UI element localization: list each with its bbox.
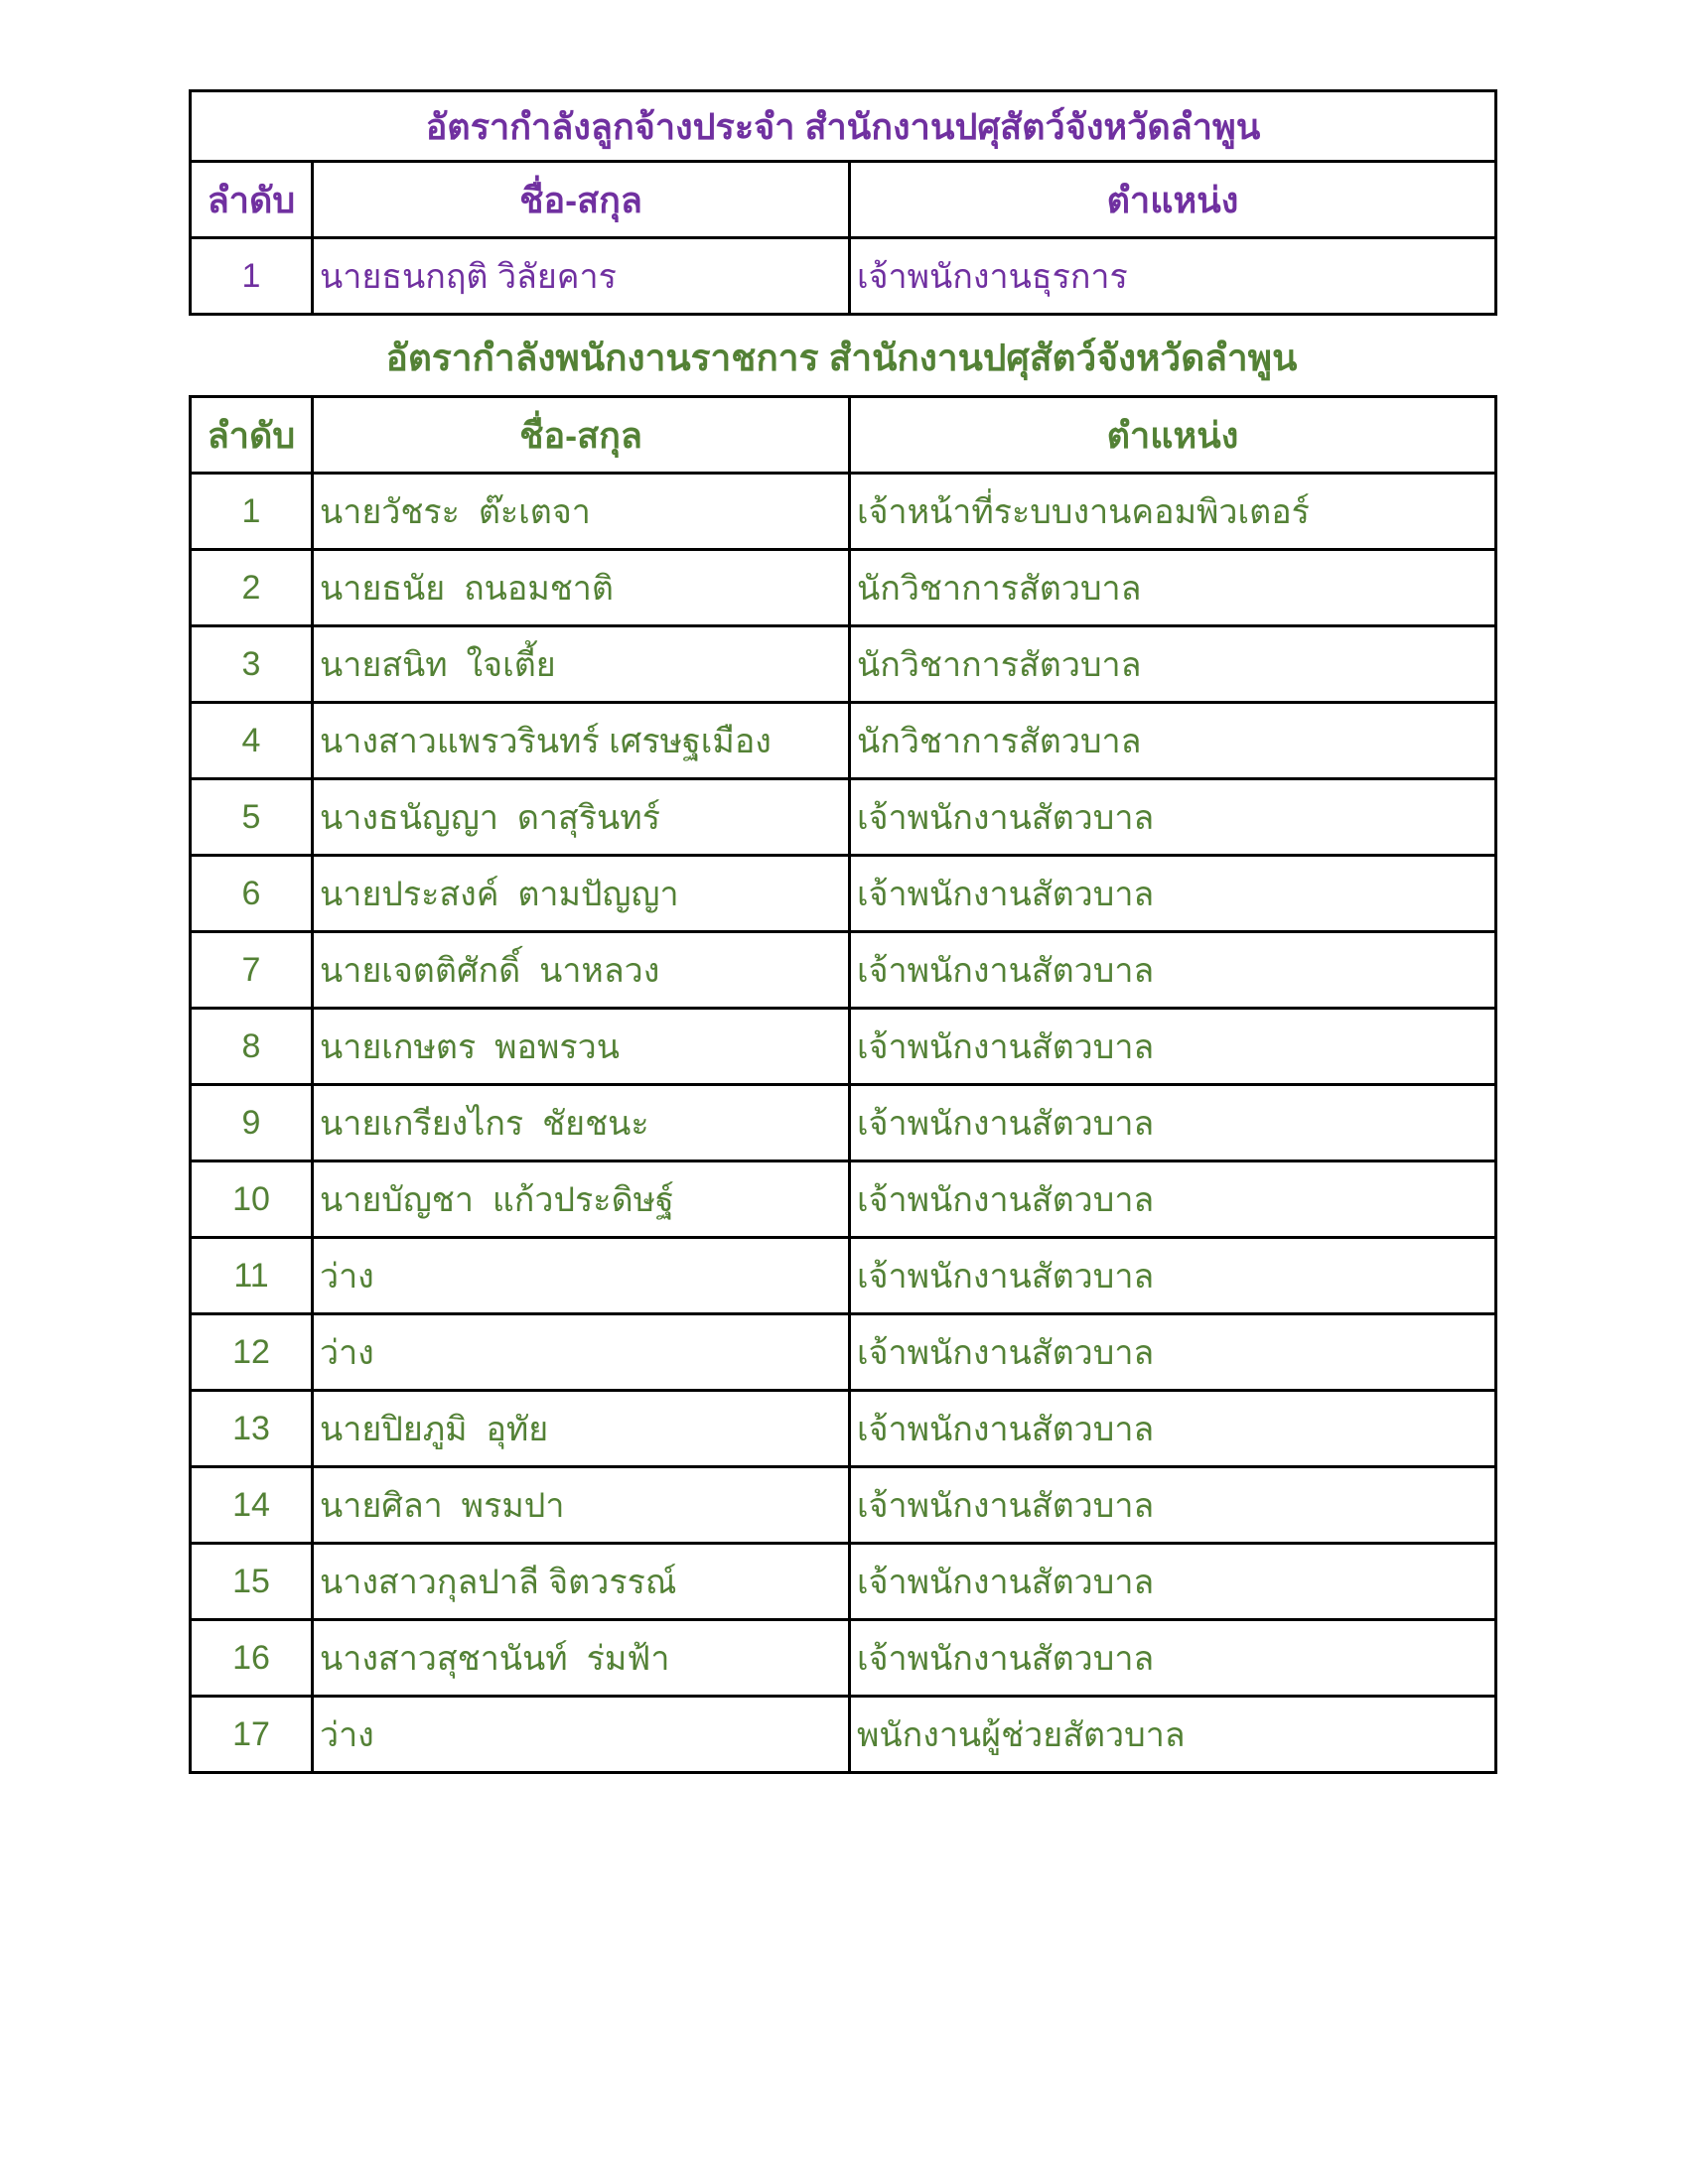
position-cell: เจ้าพนักงานสัตวบาล <box>850 1238 1496 1314</box>
position-cell: เจ้าพนักงานสัตวบาล <box>850 1009 1496 1085</box>
row-number-cell: 9 <box>191 1085 313 1161</box>
row-number-cell: 2 <box>191 550 313 626</box>
position-cell: เจ้าพนักงานสัตวบาล <box>850 1161 1496 1238</box>
table-row <box>191 1391 1496 1467</box>
table-row <box>191 856 1496 932</box>
header-name: ชื่อ-สกุล <box>313 397 850 474</box>
table1-title: อัตรากำลังลูกจ้างประจำ สำนักงานปศุสัตว์จังหวัดลำพูน <box>191 91 1496 162</box>
table1-body <box>191 238 1496 315</box>
name-cell: นางสาวกุลปาลี จิตวรรณ์ <box>313 1544 850 1620</box>
table-row <box>191 1009 1496 1085</box>
header-position: ตำแหน่ง <box>850 162 1496 238</box>
name-cell: นางสาวสุชานันท์ ร่มฟ้า <box>313 1620 850 1697</box>
table-row <box>191 1238 1496 1314</box>
table-header-row <box>191 162 1496 238</box>
position-cell: เจ้าพนักงานสัตวบาล <box>850 1391 1496 1467</box>
table-row <box>191 932 1496 1009</box>
name-cell: นายธนกฤติ วิลัยคาร <box>313 238 850 315</box>
position-cell: เจ้าหน้าที่ระบบงานคอมพิวเตอร์ <box>850 474 1496 550</box>
permanent-staff-table <box>189 89 1497 316</box>
government-staff-table <box>189 395 1497 1774</box>
table-row <box>191 1544 1496 1620</box>
row-number-cell: 5 <box>191 779 313 856</box>
position-cell: เจ้าพนักงานสัตวบาล <box>850 1314 1496 1391</box>
row-number-cell: 6 <box>191 856 313 932</box>
position-cell: นักวิชาการสัตวบาล <box>850 550 1496 626</box>
position-cell: เจ้าพนักงานสัตวบาล <box>850 1620 1496 1697</box>
name-cell: ว่าง <box>313 1238 850 1314</box>
row-number-cell: 3 <box>191 626 313 703</box>
name-cell: นายเกรียงไกร ชัยชนะ <box>313 1085 850 1161</box>
table-header-row <box>191 397 1496 474</box>
name-cell: นายเกษตร พอพรวน <box>313 1009 850 1085</box>
row-number-cell: 16 <box>191 1620 313 1697</box>
table-row <box>191 1620 1496 1697</box>
position-cell: เจ้าพนักงานสัตวบาล <box>850 1467 1496 1544</box>
header-position: ตำแหน่ง <box>850 397 1496 474</box>
row-number-cell: 8 <box>191 1009 313 1085</box>
name-cell: นายศิลา พรมปา <box>313 1467 850 1544</box>
name-cell: ว่าง <box>313 1314 850 1391</box>
name-cell: นายปิยภูมิ อุทัย <box>313 1391 850 1467</box>
name-cell: นางธนัญญา ดาสุรินทร์ <box>313 779 850 856</box>
position-cell: เจ้าพนักงานสัตวบาล <box>850 856 1496 932</box>
row-number-cell: 10 <box>191 1161 313 1238</box>
table-row <box>191 1314 1496 1391</box>
row-number-cell: 12 <box>191 1314 313 1391</box>
row-number-cell: 17 <box>191 1697 313 1773</box>
table-row <box>191 1161 1496 1238</box>
table-title-row <box>191 91 1496 162</box>
position-cell: เจ้าพนักงานสัตวบาล <box>850 932 1496 1009</box>
name-cell: นายบัญชา แก้วประดิษฐ์ <box>313 1161 850 1238</box>
row-number-cell: 13 <box>191 1391 313 1467</box>
row-number-cell: 1 <box>191 474 313 550</box>
header-order: ลำดับ <box>191 397 313 474</box>
table-row <box>191 1467 1496 1544</box>
table-row <box>191 550 1496 626</box>
table-row <box>191 703 1496 779</box>
row-number-cell: 4 <box>191 703 313 779</box>
row-number-cell: 1 <box>191 238 313 315</box>
name-cell: นายสนิท ใจเตี้ย <box>313 626 850 703</box>
name-cell: นายธนัย ถนอมชาติ <box>313 550 850 626</box>
table2-body <box>191 474 1496 1773</box>
row-number-cell: 15 <box>191 1544 313 1620</box>
table-row <box>191 238 1496 315</box>
name-cell: นางสาวแพรวรินทร์ เศรษฐเมือง <box>313 703 850 779</box>
name-cell: นายเจตติศักดิ์ นาหลวง <box>313 932 850 1009</box>
row-number-cell: 14 <box>191 1467 313 1544</box>
position-cell: เจ้าพนักงานสัตวบาล <box>850 779 1496 856</box>
table-row <box>191 1697 1496 1773</box>
table-row <box>191 626 1496 703</box>
name-cell: ว่าง <box>313 1697 850 1773</box>
row-number-cell: 11 <box>191 1238 313 1314</box>
government-staff-title: อัตรากำลังพนักงานราชการ สำนักงานปศุสัตว์จังหวัดลำพูน <box>385 338 1298 378</box>
position-cell: พนักงานผู้ช่วยสัตวบาล <box>850 1697 1496 1773</box>
header-order: ลำดับ <box>191 162 313 238</box>
position-cell: เจ้าพนักงานธุรการ <box>850 238 1496 315</box>
table-row <box>191 474 1496 550</box>
position-cell: เจ้าพนักงานสัตวบาล <box>850 1085 1496 1161</box>
name-cell: นายประสงค์ ตามปัญญา <box>313 856 850 932</box>
position-cell: นักวิชาการสัตวบาล <box>850 626 1496 703</box>
position-cell: เจ้าพนักงานสัตวบาล <box>850 1544 1496 1620</box>
header-name: ชื่อ-สกุล <box>313 162 850 238</box>
table-row <box>191 779 1496 856</box>
table-row <box>191 1085 1496 1161</box>
position-cell: นักวิชาการสัตวบาล <box>850 703 1496 779</box>
name-cell: นายวัชระ ต๊ะเตจา <box>313 474 850 550</box>
row-number-cell: 7 <box>191 932 313 1009</box>
